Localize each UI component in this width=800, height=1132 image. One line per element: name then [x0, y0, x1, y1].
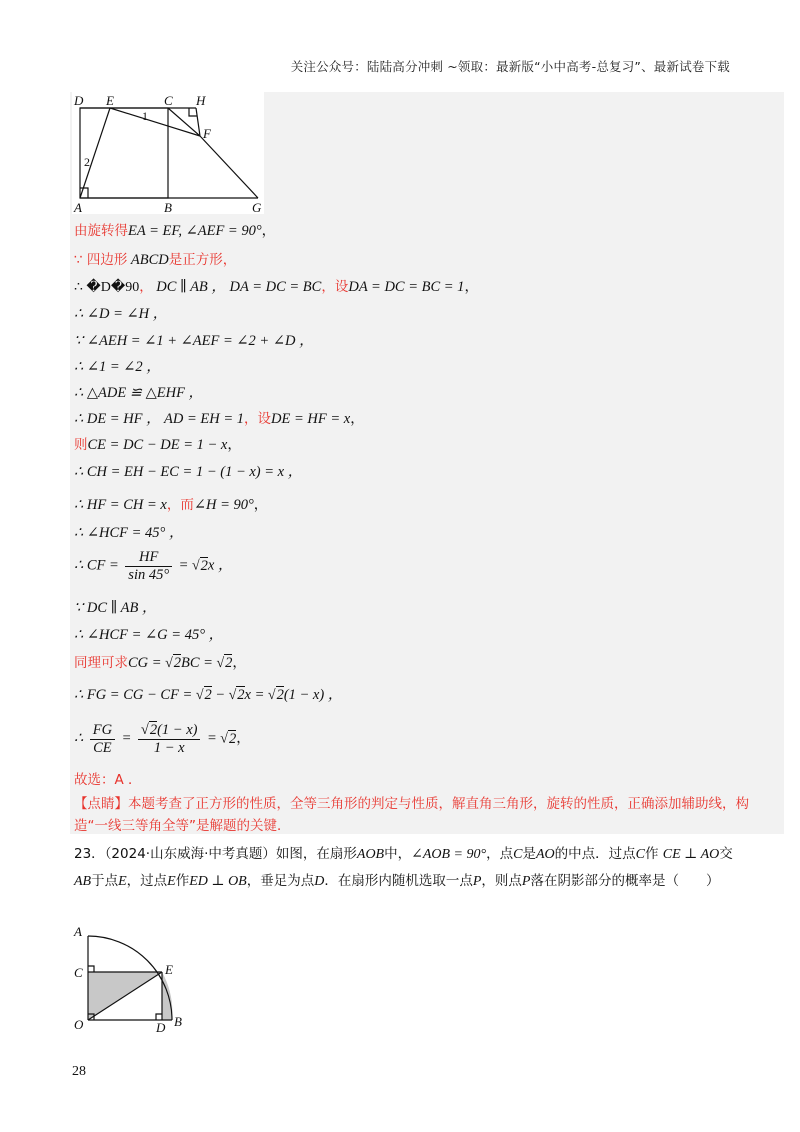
solution-line-8: ∴ DE = HF ， AD = EH = 1，设DE = HF = x， — [74, 411, 365, 427]
label-h: H — [196, 93, 206, 108]
solution-line-13: ∴ CF = $\frac{HF}{\sin 45^\circ}$ = √2x ， — [74, 549, 233, 583]
solution-line-3: ∴ �D�90， DC ∥ AB ， DA = DC = BC，设DA = DC = BC = 1， — [74, 279, 479, 295]
segment-ae — [80, 108, 110, 198]
solution-line-9: 则CE = DC − DE = 1 − x， — [74, 437, 242, 453]
question-23: 23．（2024·山东威海·中考真题）如图，在扇形AOB中，∠AOB = 90°，点C是AO的中点．过点C作 CE ⊥ AO交AB于点E，过点E作ED ⊥ OB，垂足为点D．在扇形内随机选取一点P，则点P落在阴影部分的概率是（ ） — [74, 846, 733, 889]
segment-cf — [168, 108, 200, 136]
label-a: A — [74, 200, 82, 214]
segment-hf — [196, 108, 200, 136]
solution-line-11: ∴ HF = CH = x，而∠H = 90°， — [74, 497, 268, 513]
solution-line-17: ∴ FG = CG − CF = √2 − √2x = √2(1 − x) ， — [74, 687, 343, 703]
label-g: G — [252, 200, 262, 214]
label-angle-2: 2 — [84, 155, 90, 169]
solution-line-7: ∴ △ADE ≌ △EHF ， — [74, 385, 204, 401]
segment-ef — [110, 108, 200, 136]
fraction-sqrt2-ratio: $\frac{√2(1 - x)}{1 - x}$ — [138, 722, 201, 757]
label-d: D — [156, 1020, 166, 1035]
label-e: E — [106, 93, 114, 108]
solution-line-16: 同理可求CG = √2BC = √2， — [74, 655, 247, 671]
key-point-note: 【点睛】本题考查了正方形的性质，全等三角形的判定与性质，解直角三角形，旋转的性质，正确添加辅助线，构造“一线三等角全等”是解题的关键． — [74, 796, 749, 834]
solution-line-4: ∴ ∠D = ∠H ， — [74, 306, 168, 322]
label-c: C — [74, 965, 83, 980]
solution-line-2: ∵ 四边形 ABCD是正方形， — [74, 252, 237, 268]
label-b: B — [174, 1014, 182, 1029]
solution-line-5: ∵ ∠AEH = ∠1 + ∠AEF = ∠2 + ∠D ， — [74, 333, 314, 349]
segment-fg — [200, 136, 258, 198]
geometry-figure-square — [72, 92, 264, 214]
solution-line-1: 由旋转得EA = EF, ∠AEF = 90°， — [74, 223, 276, 239]
shaded-segment — [162, 972, 172, 1020]
solution-line-18: ∴ $\frac{FG}{CE}$ = $\frac{√2(1 - x)}{1 - x}$ = √2， — [74, 722, 251, 756]
question-number: 23． — [74, 846, 105, 862]
label-o: O — [74, 1017, 84, 1032]
solution-line-12: ∴ ∠HCF = 45° ， — [74, 525, 184, 541]
solution-line-14: ∵ DC ∥ AB ， — [74, 600, 157, 616]
label-f: F — [203, 126, 211, 141]
label-b: B — [164, 200, 172, 214]
label-d: D — [74, 93, 84, 108]
right-angle-c — [88, 966, 94, 972]
question-source: （2024·山东威海·中考真题） — [104, 846, 276, 862]
solution-line-10: ∴ CH = EH − EC = 1 − (1 − x) = x ， — [74, 464, 303, 480]
fraction-fg-ce: $\frac{FG}{CE}$ — [90, 722, 115, 757]
label-c: C — [164, 93, 173, 108]
answer-line: 故选：A ． — [74, 772, 142, 788]
label-angle-1: 1 — [142, 109, 148, 123]
page-header: 关注公众号：陆陆高分冲刺 ~领取：最新版“小中高考-总复习”、最新试卷下载 — [290, 59, 730, 74]
label-a: A — [74, 924, 82, 939]
solution-line-6: ∴ ∠1 = ∠2 ， — [74, 359, 161, 375]
fraction-hf-sin45: $\frac{HF}{\sin 45^\circ}$ — [125, 549, 172, 584]
solution-line-15: ∴ ∠HCF = ∠G = 45° ， — [74, 627, 224, 643]
page-number: 28 — [72, 1064, 86, 1079]
label-e: E — [165, 962, 173, 977]
geometry-figure-sector — [70, 922, 195, 1037]
